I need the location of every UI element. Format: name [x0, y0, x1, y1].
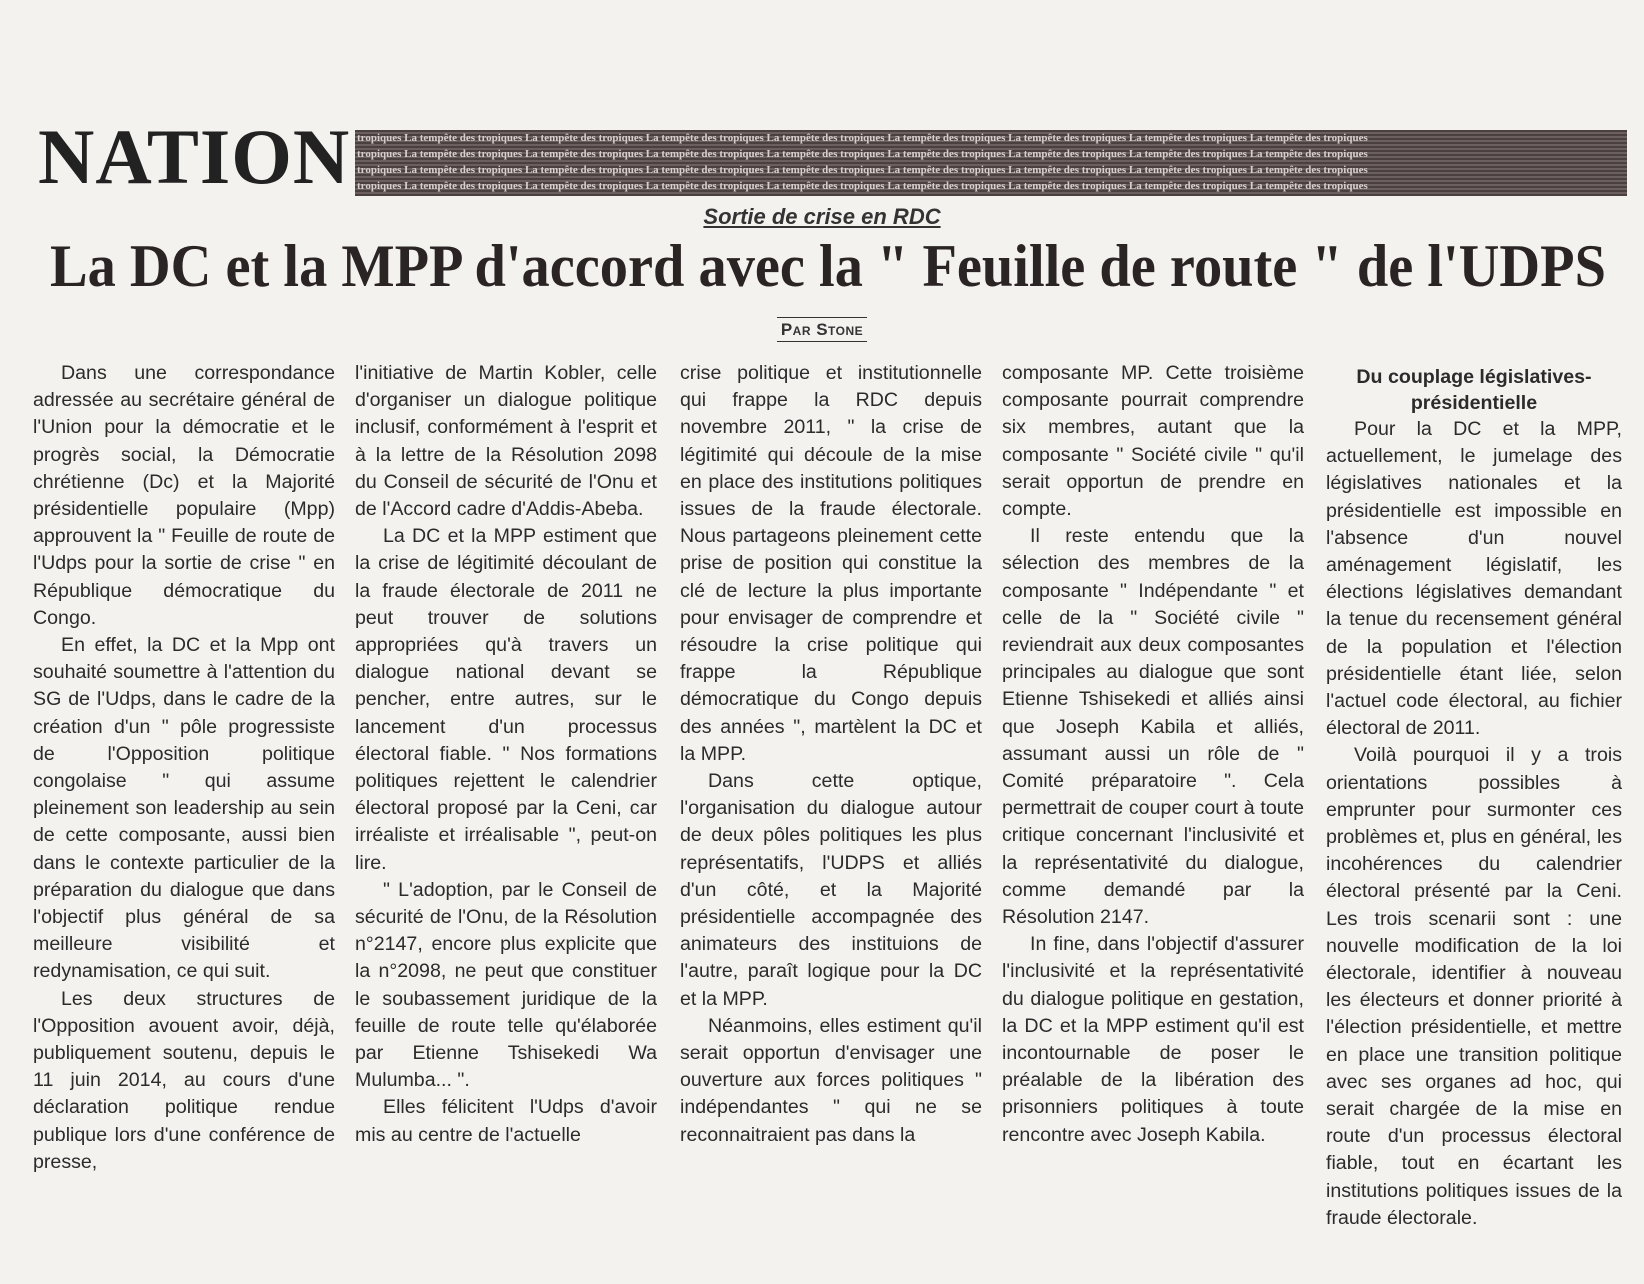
paragraph: Dans une correspondance adressée au secrétaire général de l'Union pour la démocratie et le progrès social, la Démocratie chrétienne (Dc) et la Majorité présidentielle populaire (Mpp) approuvent la " Feuille de route de l'Udps pour la sortie de crise " en République démocratique du Congo. — [33, 362, 335, 629]
article-column-1 — [33, 360, 335, 1265]
paragraph: Néanmoins, elles estiment qu'il serait opportun d'envisager une ouverture aux forces politiques " indépendantes " qui ne se reconnaitraient pas dans la — [680, 1014, 982, 1146]
banner-text-line: tropiques La tempête des tropiques La tempête des tropiques La tempête des tropiques La tempête des tropiques La tempête des tropiques La tempête des tropiques La tempête des tropiques La tempête des tropiques — [357, 164, 1368, 176]
masthead-banner — [355, 130, 1627, 196]
article-column-4 — [1002, 360, 1304, 1265]
byline: Par Stone — [777, 317, 867, 342]
section-title: NATION — [38, 113, 351, 200]
banner-text-line: tropiques La tempête des tropiques La tempête des tropiques La tempête des tropiques La tempête des tropiques La tempête des tropiques La tempête des tropiques La tempête des tropiques La tempête des tropiques — [357, 148, 1368, 160]
byline-wrapper — [0, 320, 1644, 340]
paragraph: Dans cette optique, l'organisation du dialogue autour de deux pôles politiques les plus représentatifs, l'UDPS et alliés d'un côté, et la Majorité présidentielle accompagnée des animateurs des instituions de l'autre, paraît logique pour la DC et la MPP. — [680, 770, 982, 1010]
headline: La DC et la MPP d'accord avec la " Feuille de route " de l'UDPS — [50, 233, 1606, 299]
paragraph: Il reste entendu que la sélection des membres de la composante " Indépendante " et celle de la " Société civile " reviendrait aux deux composantes principales au dialogue que sont Etienne Tshisekedi et alliés ainsi que Joseph Kabila et alliés, assumant aussi un rôle de " Comité préparatoire ". Cela permettrait de couper court à toute critique concernant l'inclusivité et la représentativité du dialogue, comme demandé par la Résolution 2147. — [1002, 525, 1304, 929]
subheading: Du couplage législatives-présidentielle — [1356, 366, 1592, 414]
paragraph: Elles félicitent l'Udps d'avoir mis au centre de l'actuelle — [355, 1096, 657, 1146]
article-column-5 — [1326, 360, 1622, 1265]
paragraph: l'initiative de Martin Kobler, celle d'organiser un dialogue politique inclusif, conformément à l'esprit et à la lettre de la Résolution 2098 du Conseil de sécurité de l'Onu et de l'Accord cadre d'Addis-Abeba. — [355, 362, 657, 521]
kicker: Sortie de crise en RDC — [703, 204, 941, 229]
article-column-3 — [680, 360, 982, 1265]
paragraph: " L'adoption, par le Conseil de sécurité de l'Onu, de la Résolution n°2147, encore plus explicite que la n°2098, ne peut que constituer le soubassement juridique de la feuille de route telle qu'élaborée par Etienne Tshisekedi Wa Mulumba... ". — [355, 878, 657, 1092]
banner-text-line: tropiques La tempête des tropiques La tempête des tropiques La tempête des tropiques La tempête des tropiques La tempête des tropiques La tempête des tropiques La tempête des tropiques La tempête des tropiques — [357, 132, 1368, 144]
paragraph: En effet, la DC et la Mpp ont souhaité soumettre à l'attention du SG de l'Udps, dans le cadre de la création d'un " pôle progressiste de l'Opposition politique congolaise " qui assume pleinement son leadership au sein de cette composante, aussi bien dans le contexte particulier de la préparation du dialogue que dans l'objectif plus général de sa meilleure visibilité et redynamisation, ce qui suit. — [33, 634, 335, 983]
paragraph: composante MP. Cette troisième composante pourrait comprendre six membres, autant que la composante " Société civile " qu'il serait opportun de prendre en compte. — [1002, 362, 1304, 521]
article-column-2 — [355, 360, 657, 1265]
paragraph: Les deux structures de l'Opposition avouent avoir, déjà, publiquement soutenu, depuis le 11 juin 2014, au cours d'une déclaration politique rendue publique lors d'une conférence de presse, — [33, 987, 335, 1173]
paragraph: In fine, dans l'objectif d'assurer l'inclusivité et la représentativité du dialogue politique en gestation, la DC et la MPP estiment qu'il est incontournable de poser le préalable de la libération des prisonniers politiques à toute rencontre avec Joseph Kabila. — [1002, 933, 1304, 1146]
paragraph: La DC et la MPP estiment que la crise de légitimité découlant de la fraude électorale de 2011 ne peut trouver de solutions appropriées qu'à travers un dialogue national devant se pencher, entre autres, sur le lancement d'un processus électoral fiable. " Nos formations politiques rejettent le calendrier électoral proposé par la Ceni, car irréaliste et irréalisable ", peut-on lire. — [355, 525, 657, 874]
paragraph: crise politique et institutionnelle qui frappe la RDC depuis novembre 2011, " la crise de légitimité qui découle de la mise en place des institutions politiques issues de la fraude électorale. Nous partageons pleinement cette prise de position qui constitue la clé de lecture la plus importante pour envisager de comprendre et résoudre la crise politique qui frappe la République démocratique du Congo depuis des années ", martèlent la DC et la MPP. — [680, 362, 982, 765]
paragraph: Pour la DC et la MPP, actuellement, le jumelage des législatives nationales et la présidentielle est impossible en l'absence d'un nouvel aménagement législatif, les élections législatives demandant la tenue du recensement général de la population et l'élection présidentielle étant liée, selon l'actuel code électoral, au fichier électoral de 2011. — [1326, 418, 1622, 740]
banner-text-line: tropiques La tempête des tropiques La tempête des tropiques La tempête des tropiques La tempête des tropiques La tempête des tropiques La tempête des tropiques La tempête des tropiques La tempête des tropiques — [357, 180, 1368, 192]
paragraph: Voilà pourquoi il y a trois orientations possibles à emprunter pour surmonter ces problèmes et, plus en général, les incohérences du calendrier électoral présenté par la Ceni. Les trois scenarii sont : une nouvelle modification de la loi électorale, identifier à nouveau les électeurs et donner priorité à l'élection présidentielle, et mettre en place une transition politique avec ses organes ad hoc, qui serait chargée de la mise en route d'un processus électoral fiable, tout en écartant les institutions politiques issues de la fraude électorale. — [1326, 744, 1622, 1229]
kicker-wrapper — [0, 204, 1644, 230]
